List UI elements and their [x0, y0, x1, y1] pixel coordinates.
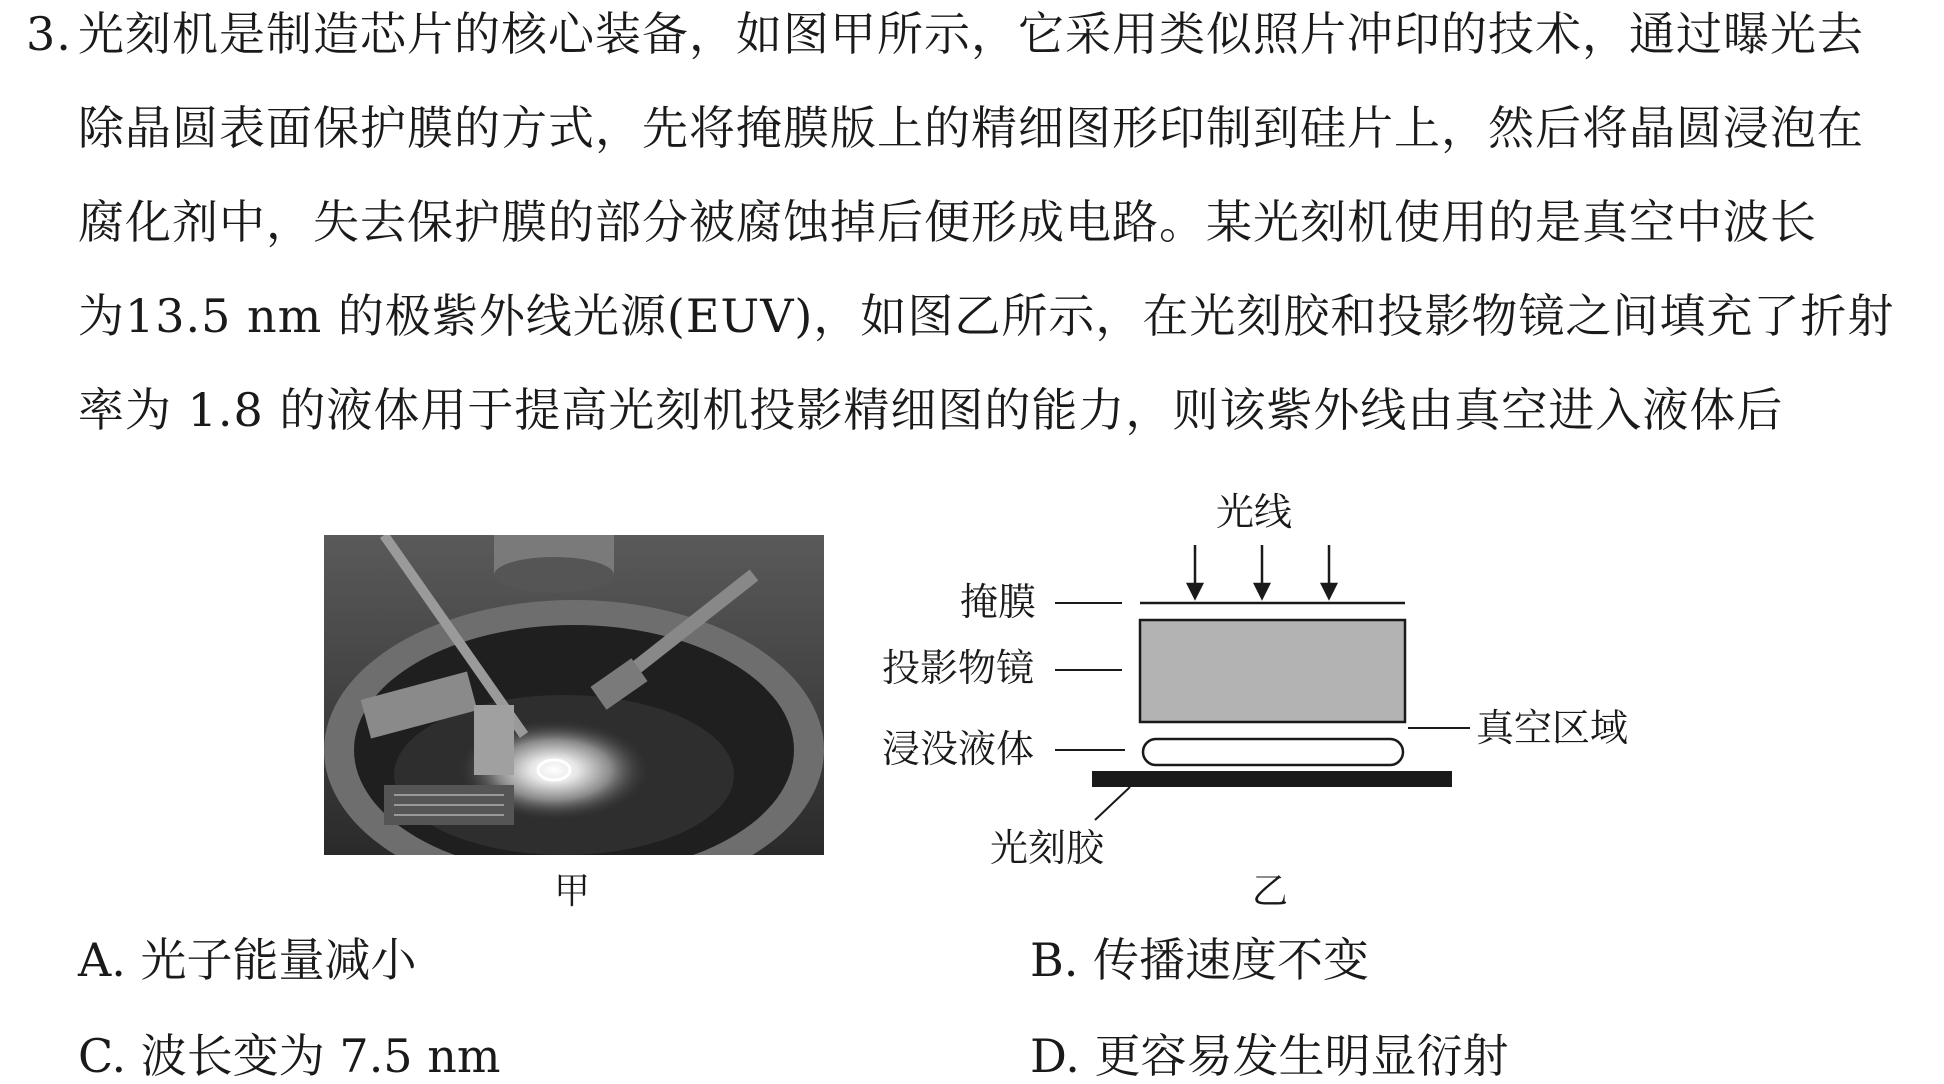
lens-block [1140, 620, 1405, 722]
question-text-line: 光刻机是制造芯片的核心装备，如图甲所示，它采用类似照片冲印的技术，通过曝光去 [78, 7, 1864, 61]
option-b: B. 传播速度不变 [1030, 933, 1370, 987]
lens-label: 投影物镜 [882, 646, 1035, 690]
liquid-label: 浸没液体 [882, 727, 1035, 771]
mask-label: 掩膜 [960, 580, 1037, 624]
photoresist-label: 光刻胶 [990, 826, 1105, 870]
figure-yi-caption: 乙 [1252, 871, 1289, 912]
question-text-line: 除晶圆表面保护膜的方式，先将掩膜版上的精细图形印制到硅片上，然后将晶圆浸泡在 [78, 101, 1864, 155]
question-text-line: 腐化剂中，失去保护膜的部分被腐蚀掉后便形成电路。某光刻机使用的是真空中波长 [78, 195, 1817, 249]
figure-jia-caption: 甲 [554, 871, 591, 912]
question-text-line: 率为 1.8 的液体用于提高光刻机投影精细图的能力，则该紫外线由真空进入液体后 [78, 383, 1784, 437]
option-c: C. 波长变为 7.5 nm [78, 1029, 501, 1083]
photoresist-bar [1092, 771, 1452, 787]
light-label: 光线 [1216, 490, 1293, 534]
immersion-liquid [1143, 739, 1403, 765]
question-text-line: 为13.5 nm 的极紫外线光源(EUV)，如图乙所示，在光刻胶和投影物镜之间填充了折射 [78, 289, 1895, 343]
option-d: D. 更容易发生明显衍射 [1030, 1029, 1509, 1083]
question-number: 3. [26, 7, 72, 61]
light-arrows [1188, 545, 1336, 598]
option-a: A. 光子能量减小 [78, 933, 417, 987]
lithography-machine-photo [324, 535, 824, 855]
photoresist-leader [1095, 787, 1130, 820]
vacuum-label: 真空区域 [1476, 706, 1629, 750]
